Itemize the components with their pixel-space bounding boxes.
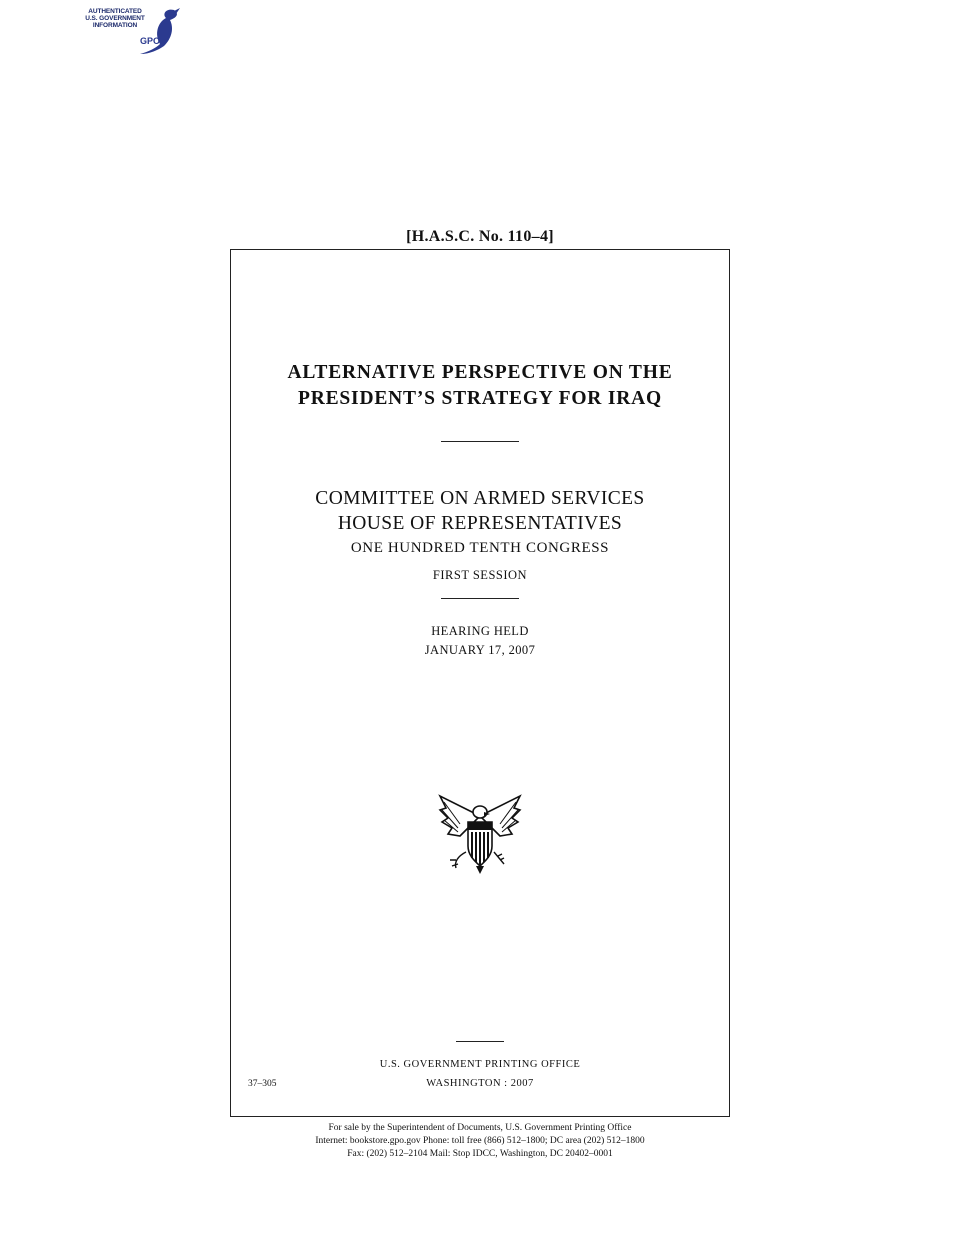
title-line-2: PRESIDENT’S STRATEGY FOR IRAQ xyxy=(298,388,662,409)
hearing-held: HEARING HELD xyxy=(431,624,529,638)
session: FIRST SESSION xyxy=(432,568,528,582)
committee-name xyxy=(230,486,730,536)
committee-line-1: COMMITTEE ON ARMED SERVICES xyxy=(315,488,645,509)
logo-line-1: AUTHENTICATED xyxy=(88,8,142,15)
logo-line-3: INFORMATION xyxy=(92,22,138,29)
jacket-number: 37–305 xyxy=(248,1079,277,1089)
hearing-date: JANUARY 17, 2007 xyxy=(424,643,536,657)
committee-line-2: HOUSE OF REPRESENTATIVES xyxy=(337,513,623,534)
hearing-title xyxy=(230,360,730,412)
footer-line-2: Internet: bookstore.gpo.gov Phone: toll free (866) 512–1800; DC area (202) 512–1800 xyxy=(315,1136,645,1146)
sales-footer xyxy=(0,1122,960,1161)
gpo-authentication-logo xyxy=(74,4,186,60)
printing-office: U.S. GOVERNMENT PRINTING OFFICE xyxy=(379,1059,581,1070)
footer-line-1: For sale by the Superintendent of Documents, U.S. Government Printing Office xyxy=(328,1123,632,1133)
gpo-eagle-logo-icon xyxy=(136,4,186,60)
gpo-mark: GPO xyxy=(140,36,161,46)
divider-rule xyxy=(441,598,519,599)
footer-line-3: Fax: (202) 512–2104 Mail: Stop IDCC, Washington, DC 20402–0001 xyxy=(347,1149,613,1159)
logo-line-2: U.S. GOVERNMENT xyxy=(85,15,145,22)
congress: ONE HUNDRED TENTH CONGRESS xyxy=(350,540,610,556)
short-rule xyxy=(456,1041,504,1042)
hearing-info xyxy=(230,622,730,660)
divider-rule xyxy=(441,441,519,442)
report-number: [H.A.S.C. No. 110–4] xyxy=(406,228,554,245)
title-line-1: ALTERNATIVE PERSPECTIVE ON THE xyxy=(287,362,673,383)
city-year: WASHINGTON : 2007 xyxy=(426,1078,534,1089)
great-seal-eagle-icon xyxy=(436,794,524,876)
